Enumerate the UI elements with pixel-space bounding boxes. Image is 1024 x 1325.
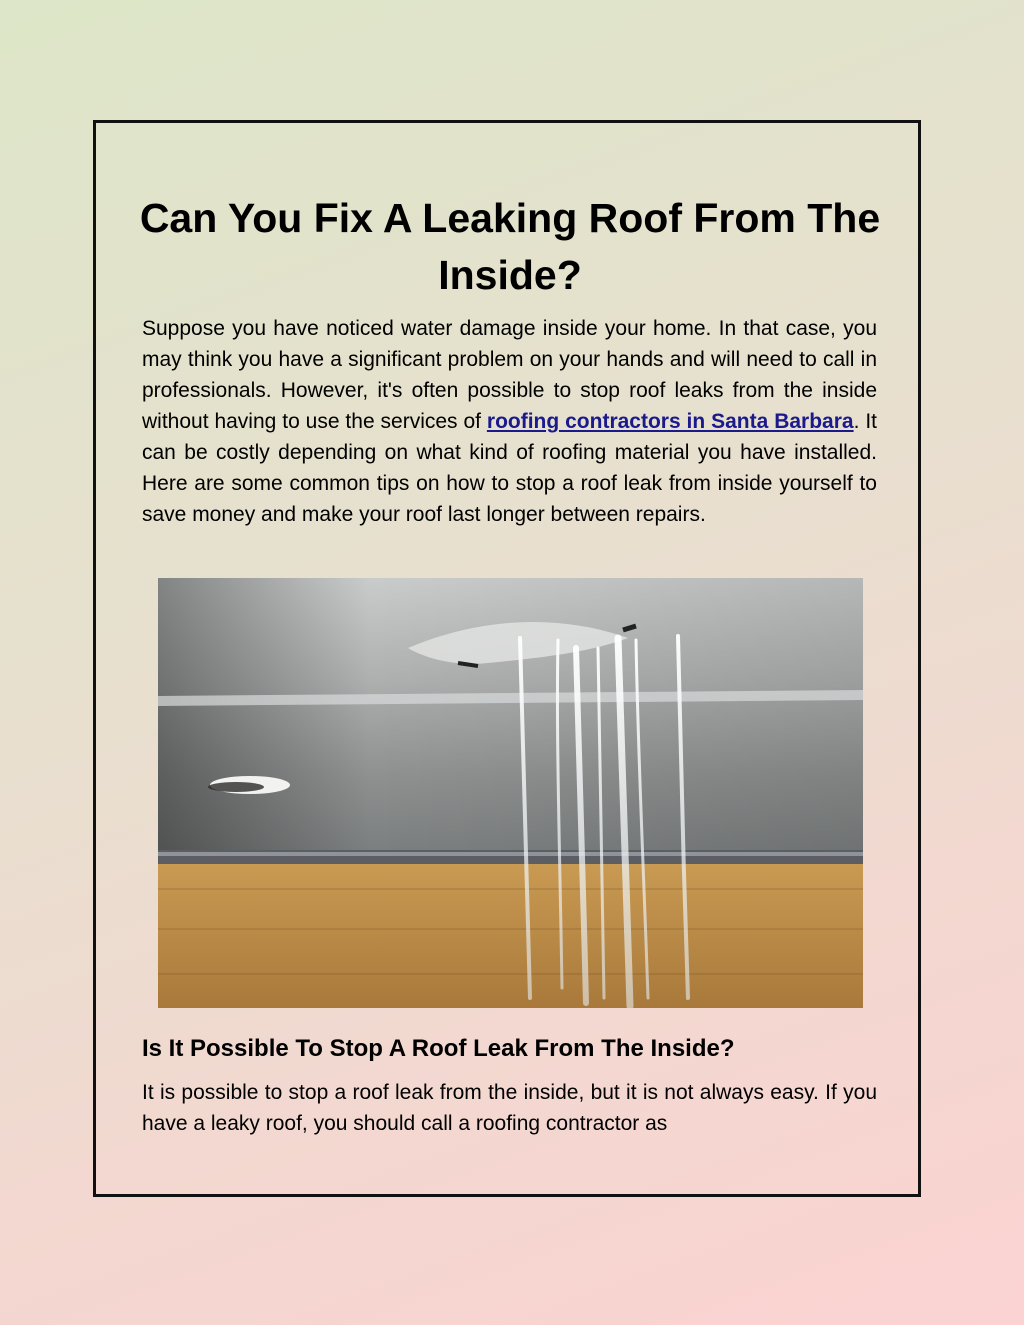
roofing-contractors-link[interactable]: roofing contractors in Santa Barbara <box>486 410 854 433</box>
intro-paragraph <box>142 313 877 530</box>
section-heading: Is It Possible To Stop A Roof Leak From The Inside? <box>142 1035 735 1062</box>
section-paragraph: It is possible to stop a roof leak from the inside, but it is not always easy. If you have a leaky roof, you should call a roofing contractor as <box>142 1081 877 1135</box>
intro-text-after-link: . It can be costly depending on what kind of roofing material you have installed. Here are some common tips on how to stop a roof leak from inside yourself to save money and make your roof last longer between repairs. <box>142 410 878 526</box>
article-title: Can You Fix A Leaking Roof From The Inside? <box>139 195 881 298</box>
roof-leak-photo <box>158 578 863 1008</box>
intro-text-before-link: Suppose you have noticed water damage inside your home. In that case, you may think you have a significant problem on your hands and will need to call in professionals. However, it's often possible to stop roof leaks from the inside without having to use the services of <box>142 317 877 433</box>
